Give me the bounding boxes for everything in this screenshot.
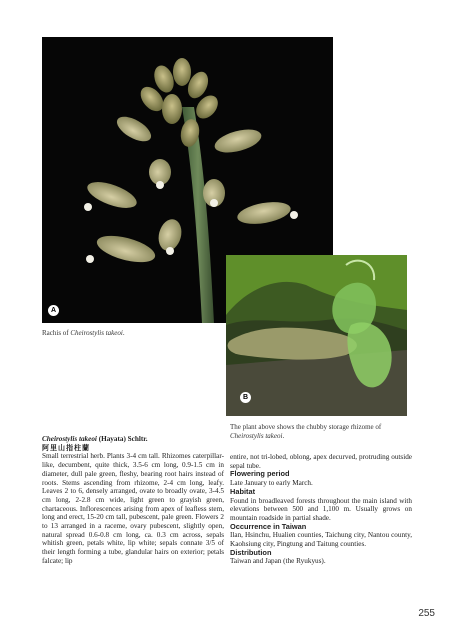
- section-text-habitat: Found in broadleaved forests throughout the main island with elevations between 500 and 1,100 m. Usually grows on mountain roadside in partial shade.: [230, 496, 412, 522]
- photo-a-badge: A: [48, 305, 59, 316]
- photo-b-caption: The plant above shows the chubby storage rhizome of Cheirostylis takeoi.: [230, 423, 382, 440]
- section-text-distribution: Taiwan and Japan (the Ryukyus).: [230, 557, 326, 566]
- section-heading-occurrence: Occurrence in Taiwan: [230, 521, 307, 531]
- section-text-occurrence: Ilan, Hsinchu, Hualien counties, Taichung city, Nantou county, Kaohsiung city, Pingtung and Taitung counties.: [230, 531, 412, 549]
- page-number: 255: [418, 608, 435, 619]
- section-heading-distribution: Distribution: [230, 547, 272, 557]
- rhizome-illustration: [226, 255, 407, 416]
- species-title: [42, 435, 224, 444]
- photo-rhizome: [226, 255, 407, 416]
- section-text-flowering: Late January to early March.: [230, 479, 313, 488]
- right-column: [230, 453, 412, 566]
- species-chinese-name: 阿里山指柱蘭: [42, 443, 90, 452]
- left-column: [42, 435, 224, 566]
- species-name: Cheirostylis takeoi: [42, 435, 97, 443]
- species-author: (Hayata) Schltr.: [98, 435, 148, 443]
- species-description-continued: entire, not tri-lobed, oblong, apex decurved, protruding outside sepal tube.: [230, 453, 412, 470]
- species-description: Small terrestrial herb. Plants 3-4 cm tall. Rhizomes caterpillar-like, decumbent, quite thick, 3.5-6 cm long, 0.9-1.5 cm in diameter, dull pale green, fleshy, bearing root hairs instead of roots. Stems ascending from rhizome, 2-4 cm long, leafy. Leaves 2 to 6, densely arranged, ovate to broadly ovate, 3-4.5 cm long, 2-2.8 cm wide, light green to grayish green, chartaceous. Inflorescences arising from apex of leafless stem, long and erect, 15-20 cm tall, pubescent, pale green. Flowers 2 to 13 arranged in a raceme, ovary pubescent, slightly open, natural spread 0.6-0.8 cm long, ca. 0.3 cm across, sepals whitish green, petals white, lip white; sepals connate 3/5 of their length forming a tube, glandular hairs on exterior; petals falcate; lip: [42, 452, 224, 565]
- section-heading-flowering: Flowering period: [230, 469, 290, 479]
- photo-b-badge: B: [240, 392, 251, 403]
- section-heading-habitat: Habitat: [230, 486, 256, 496]
- photo-a-caption: Rachis of Cheirostylis takeoi.: [42, 329, 125, 337]
